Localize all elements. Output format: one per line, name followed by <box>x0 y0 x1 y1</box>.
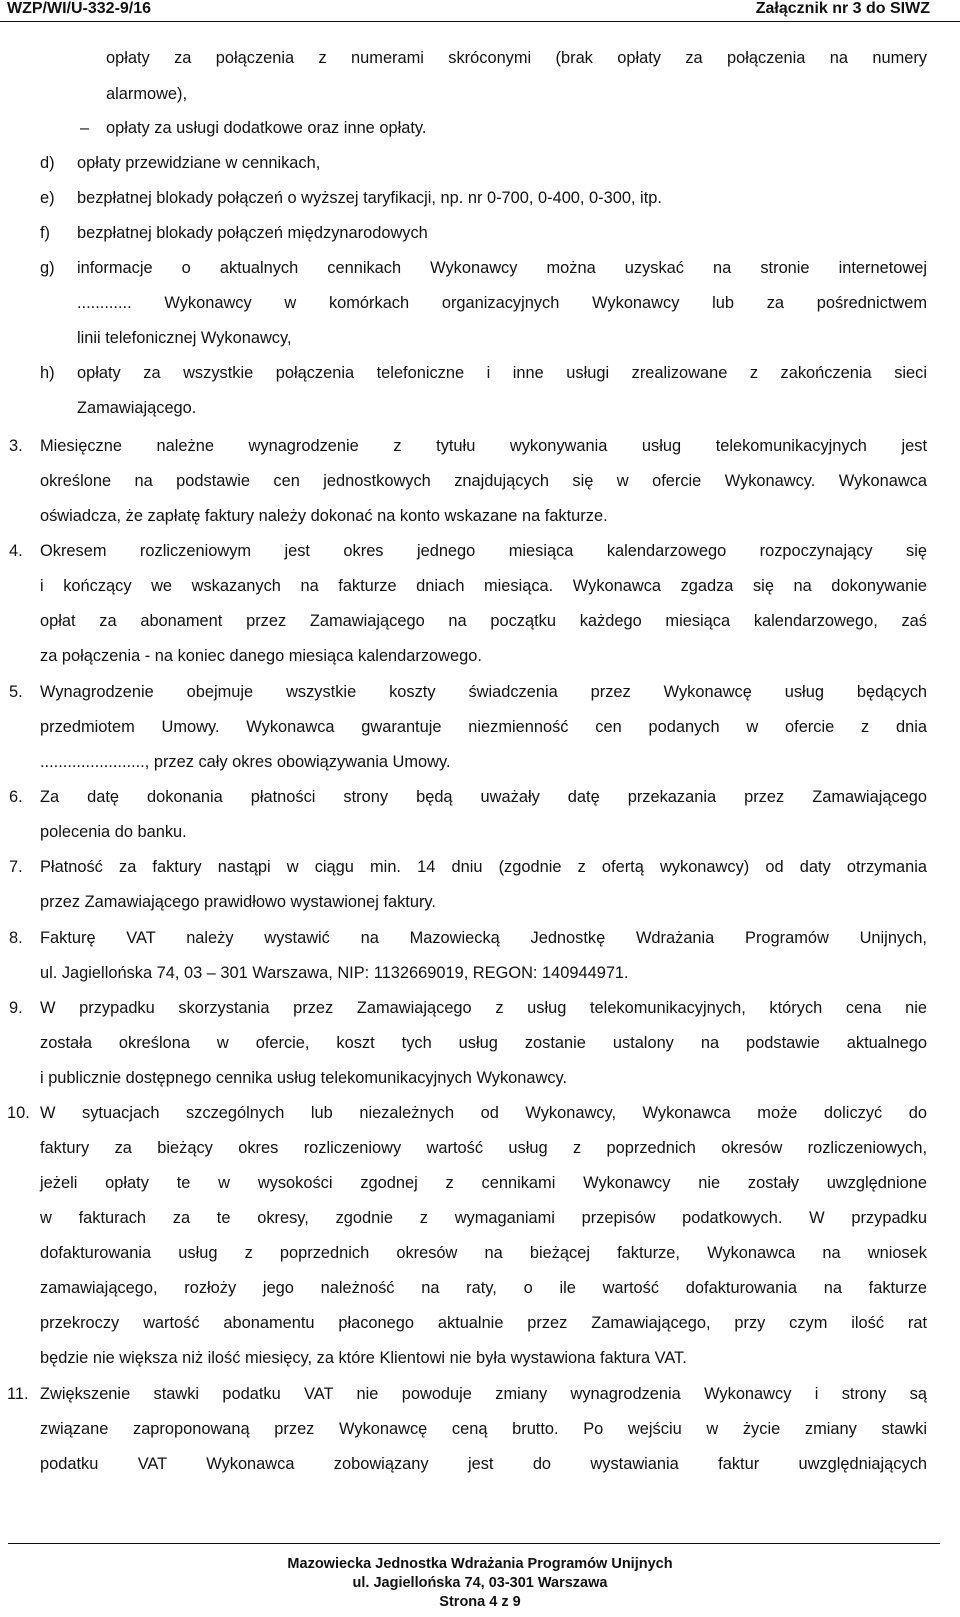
body-line: Miesięczne należne wynagrodzenie z tytułu wykonywania usług telekomunikacyjnych jest <box>40 437 927 455</box>
body-line: Wynagrodzenie obejmuje wszystkie koszty świadczenia przez Wykonawcę usług będących <box>40 683 927 701</box>
body-line: alarmowe), <box>106 85 188 103</box>
body-line: zamawiającego, rozłoży jego należność na raty, o ile wartość dofakturowania na fakturze <box>40 1279 927 1297</box>
paragraph-number: 3. <box>9 437 23 455</box>
body-line: Zamawiającego. <box>77 399 197 417</box>
body-line: W przypadku skorzystania przez Zamawiającego z usług telekomunikacyjnych, których cena nie <box>40 999 927 1017</box>
paragraph-number: 10. <box>7 1104 30 1122</box>
body-line: polecenia do banku. <box>40 823 187 841</box>
page-header <box>0 0 960 22</box>
footer-address: ul. Jagiellońska 74, 03-301 Warszawa <box>352 1575 608 1591</box>
paragraph-number: 5. <box>9 683 23 701</box>
body-line: została określona w ofercie, koszt tych usług zostanie ustalony na podstawie aktualnego <box>40 1034 927 1052</box>
body-line: faktury za bieżący okres rozliczeniowy wartość usług z poprzednich okresów rozliczeniowych, <box>40 1139 927 1157</box>
list-label: d) <box>40 154 55 172</box>
paragraph-number: 11. <box>7 1385 29 1403</box>
body-line: opłat za abonament przez Zamawiającego na początku każdego miesiąca kalendarzowego, zaś <box>40 612 927 630</box>
attachment-label: Załącznik nr 3 do SIWZ <box>755 0 930 17</box>
body-line: W sytuacjach szczególnych lub niezależnych od Wykonawcy, Wykonawca może doliczyć do <box>40 1104 927 1122</box>
paragraph-number: 9. <box>9 999 23 1017</box>
body-line: dofakturowania usług z poprzednich okresów na bieżącej fakturze, Wykonawca na wniosek <box>40 1244 927 1262</box>
body-line: opłaty za wszystkie połączenia telefoniczne i inne usługi zrealizowane z zakończenia sieci <box>77 364 927 382</box>
body-line: Zwiększenie stawki podatku VAT nie powoduje zmiany wynagrodzenia Wykonawcy i strony są <box>40 1385 927 1403</box>
paragraph-number: 8. <box>9 929 23 947</box>
body-line: ......................., przez cały okres obowiązywania Umowy. <box>40 753 451 771</box>
body-line: linii telefonicznej Wykonawcy, <box>77 329 292 347</box>
body-line: oświadcza, że zapłatę faktury należy dokonać na konto wskazane na fakturze. <box>40 507 608 525</box>
paragraph-number: 4. <box>9 542 23 560</box>
body-line: ul. Jagiellońska 74, 03 – 301 Warszawa, NIP: 1132669019, REGON: 140944971. <box>40 964 629 982</box>
body-line: przekroczy wartość abonamentu płaconego aktualnie przez Zamawiającego, przy czym ilość rat <box>40 1314 927 1332</box>
header-rule <box>0 21 960 22</box>
footer-rule <box>8 1543 940 1544</box>
paragraph-number: 7. <box>9 858 23 876</box>
body-line: ............ Wykonawcy w komórkach organizacyjnych Wykonawcy lub za pośrednictwem <box>77 294 927 312</box>
body-line: Okresem rozliczeniowym jest okres jednego miesiąca kalendarzowego rozpoczynający się <box>40 542 927 560</box>
document-reference: WZP/WI/U-332-9/16 <box>7 0 152 17</box>
body-line: związane zaproponowaną przez Wykonawcę ceną brutto. Po wejściu w życie zmiany stawki <box>40 1420 927 1438</box>
body-line: i publicznie dostępnego cennika usług telekomunikacyjnych Wykonawcy. <box>40 1069 568 1087</box>
body-line: opłaty przewidziane w cennikach, <box>77 154 321 172</box>
body-line: jeżeli opłaty te w wysokości zgodnej z cennikami Wykonawcy nie zostały uwzględnione <box>40 1174 927 1192</box>
dash-bullet: – <box>80 119 90 137</box>
body-line: informacje o aktualnych cennikach Wykonawcy można uzyskać na stronie internetowej <box>77 259 927 277</box>
body-line: Płatność za faktury nastąpi w ciągu min. 14 dniu (zgodnie z ofertą wykonawcy) od daty otrzymania <box>40 858 927 876</box>
body-line: w fakturach za te okresy, zgodnie z wymaganiami przepisów podatkowych. W przypadku <box>40 1209 927 1227</box>
list-label: h) <box>40 364 55 382</box>
footer-organization: Mazowiecka Jednostka Wdrażania Programów Unijnych <box>287 1556 673 1572</box>
body-line: opłaty za połączenia z numerami skróconymi (brak opłaty za połączenia na numery <box>106 49 927 67</box>
paragraph-number: 6. <box>9 788 23 806</box>
body-line: przez Zamawiającego prawidłowo wystawionej faktury. <box>40 893 436 911</box>
list-label: f) <box>40 224 51 242</box>
body-line: podatku VAT Wykonawca zobowiązany jest do wystawiania faktur uwzględniających <box>40 1455 927 1473</box>
body-line: będzie nie większa niż ilość miesięcy, za które Klientowi nie była wystawiona faktura VAT. <box>40 1349 687 1367</box>
page-number: Strona 4 z 9 <box>439 1594 521 1610</box>
body-line: przedmiotem Umowy. Wykonawca gwarantuje niezmienność cen podanych w ofercie z dnia <box>40 718 927 736</box>
body-line: określone na podstawie cen jednostkowych znajdujących się w ofercie Wykonawcy. Wykonawca <box>40 472 927 490</box>
body-line: Za datę dokonania płatności strony będą uważały datę przekazania przez Zamawiającego <box>40 788 927 806</box>
body-line: bezpłatnej blokady połączeń o wyższej taryfikacji, np. nr 0-700, 0-400, 0-300, itp. <box>77 189 662 207</box>
list-label: g) <box>40 259 55 277</box>
body-line: za połączenia - na koniec danego miesiąca kalendarzowego. <box>40 647 482 665</box>
list-label: e) <box>40 189 55 207</box>
body-line: bezpłatnej blokady połączeń międzynarodowych <box>77 224 428 242</box>
body-line: opłaty za usługi dodatkowe oraz inne opłaty. <box>106 119 427 137</box>
body-line: Fakturę VAT należy wystawić na Mazowiecką Jednostkę Wdrażania Programów Unijnych, <box>40 929 927 947</box>
body-line: i kończący we wskazanych na fakturze dniach miesiąca. Wykonawca zgadza się na dokonywanie <box>40 577 927 595</box>
